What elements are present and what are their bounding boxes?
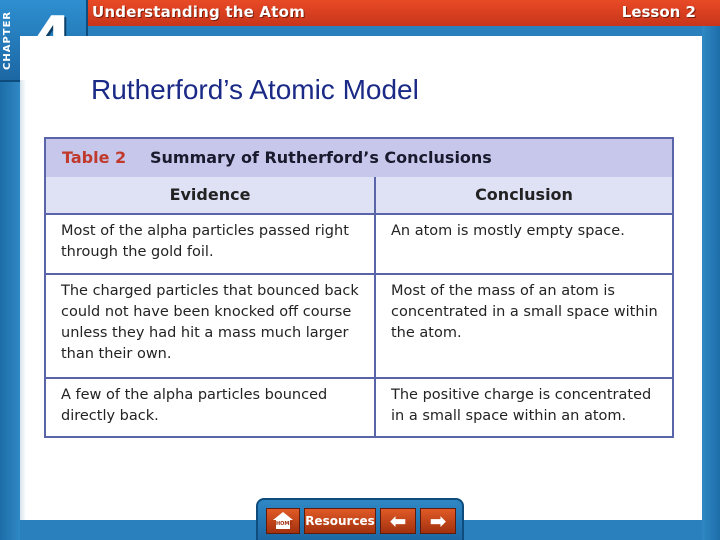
evidence-cell: The charged particles that bounced back could not have been knocked off course unless they had hit a mass much larger than their own. bbox=[46, 275, 376, 377]
previous-button[interactable] bbox=[380, 508, 416, 534]
home-label: HOME bbox=[276, 521, 293, 527]
arrow-left-icon: ⬅ bbox=[389, 509, 407, 533]
chapter-word: CHAPTER bbox=[2, 10, 13, 70]
conclusion-cell: The positive charge is concentrated in a small space within an atom. bbox=[391, 387, 652, 424]
evidence-cell: A few of the alpha particles bounced directly back. bbox=[46, 379, 376, 436]
column-header-evidence: Evidence bbox=[46, 177, 376, 213]
table-caption-label: Table 2 bbox=[62, 148, 127, 167]
conclusions-table bbox=[44, 137, 674, 438]
right-frame bbox=[702, 26, 720, 540]
table-caption bbox=[46, 139, 672, 177]
top-frame bbox=[86, 26, 702, 36]
navigation-bar bbox=[256, 498, 464, 540]
table-row bbox=[46, 379, 672, 436]
next-button[interactable] bbox=[420, 508, 456, 534]
card-shadow bbox=[20, 80, 26, 520]
resources-button[interactable]: Resources bbox=[304, 508, 376, 534]
lesson-label: Lesson 2 bbox=[621, 3, 696, 21]
slide-title: Rutherford’s Atomic Model bbox=[91, 74, 419, 105]
chapter-title: Understanding the Atom bbox=[92, 3, 305, 21]
home-button[interactable] bbox=[266, 508, 300, 534]
home-icon bbox=[272, 512, 294, 530]
column-header-conclusion: Conclusion bbox=[376, 177, 672, 213]
conclusion-cell: Most of the mass of an atom is concentrated in a small space within the atom. bbox=[391, 283, 658, 341]
evidence-cell: Most of the alpha particles passed right through the gold foil. bbox=[46, 215, 376, 273]
table-row bbox=[46, 275, 672, 377]
arrow-right-icon: ➡ bbox=[429, 509, 447, 533]
table-row bbox=[46, 215, 672, 273]
table-caption-text: Summary of Rutherford’s Conclusions bbox=[150, 148, 492, 167]
header-banner bbox=[0, 0, 720, 26]
conclusion-cell: An atom is mostly empty space. bbox=[391, 223, 625, 239]
